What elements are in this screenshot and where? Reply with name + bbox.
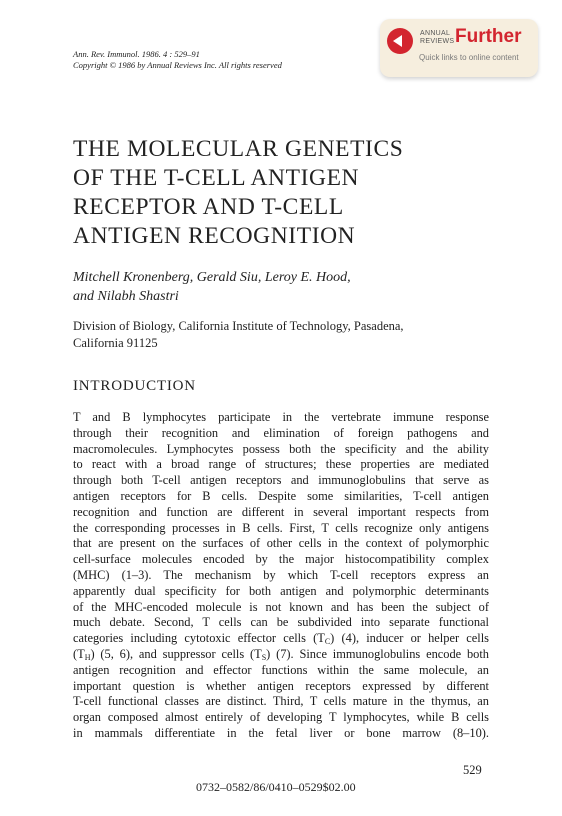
doi-code: 0732–0582/86/0410–0529$02.00 — [196, 780, 356, 794]
body-line: that are present on the surfaces of other cells in the context of polymorphic — [73, 536, 489, 551]
section-heading: INTRODUCTION — [73, 378, 196, 394]
body-line: T and B lymphocytes participate in the vertebrate immune response — [73, 410, 489, 424]
affiliation-line: California 91125 — [73, 336, 158, 350]
body-line: cell-surface molecules encoded by the major histocompatibility complex — [73, 552, 489, 567]
annual-reviews-further-badge[interactable] — [380, 19, 538, 77]
body-line: in mammals differentiate in the fetal liver or bone marrow (8–10). — [73, 725, 489, 740]
body-line: organ composed almost entirely of developing T lymphocytes, while B cells — [73, 710, 489, 725]
copyright-notice: Copyright © 1986 by Annual Reviews Inc. All rights reserved — [73, 60, 282, 70]
annual-reviews-wordmark: ANNUAL REVIEWS — [420, 30, 455, 45]
body-line: the corresponding processes in B cells. First, T cells recognize only antigens — [73, 520, 489, 535]
body-text — [73, 410, 489, 742]
body-line: to react with a broad range of structures; these properties are mediated — [73, 457, 489, 472]
subscript: C — [324, 637, 331, 647]
body-line: macromolecules. Lymphocytes possess both the specificity and the ability — [73, 441, 489, 456]
body-line: $(T_H)$ (5, 6), and suppressor cells $(T_S)$ (7). Since immunoglobulins encode both — [73, 646, 490, 662]
quick-links-tagline: Quick links to online content — [419, 53, 519, 62]
title-line: ANTIGEN RECOGNITION — [73, 223, 356, 249]
body-line: antigen receptors for B cells. Despite some similarities, T-cell antigen — [73, 488, 489, 503]
further-label: Further — [455, 26, 522, 47]
body-line: (MHC) (1–3). The mechanism by which T-cell receptors express an — [73, 567, 489, 582]
page-number: 529 — [463, 763, 482, 777]
subscript: H — [84, 652, 91, 662]
further-arrow-icon — [387, 28, 413, 54]
affiliation — [73, 318, 404, 352]
body-line: of the MHC-encoded molecule is not known and has been the subject of — [73, 599, 489, 614]
journal-citation: Ann. Rev. Immunol. 1986. 4 : 529–91 — [73, 49, 200, 59]
body-line: through their recognition and elimination of foreign pathogens and — [73, 425, 489, 440]
body-line: antigen recognition and effector functions within the same molecule, an — [73, 662, 489, 677]
affiliation-line: Division of Biology, California Institute of Technology, Pasadena, — [73, 319, 404, 333]
body-line: through both T-cell antigen receptors and immunoglobulins that serve as — [73, 473, 489, 488]
title-line: OF THE T-CELL ANTIGEN — [73, 165, 360, 191]
title-line: THE MOLECULAR GENETICS — [73, 136, 404, 162]
body-line: T-cell functional classes are distinct. Third, T cells mature in the thymus, an — [73, 694, 489, 709]
body-line: important question is whether antigen receptors expressed by different — [73, 678, 489, 693]
body-line: recognition and function are different in several important respects from — [73, 504, 489, 519]
author-line: Mitchell Kronenberg, Gerald Siu, Leroy E. Hood, — [73, 270, 351, 285]
journal-citation-block — [73, 49, 282, 71]
author-line: and Nilabh Shastri — [73, 289, 179, 304]
title-line: RECEPTOR AND T-CELL — [73, 194, 344, 220]
body-line: apparently dual specificity for both antigen and polymorphic determinants — [73, 583, 489, 598]
subscript: S — [261, 652, 267, 662]
body-line: categories including cytotoxic effector cells $(T_C)$ (4), inducer or helper cells — [73, 631, 489, 647]
article-title — [73, 135, 403, 251]
author-list — [73, 268, 351, 306]
body-line: much debate. Second, T cells can be subdivided into separate functional — [73, 615, 489, 630]
